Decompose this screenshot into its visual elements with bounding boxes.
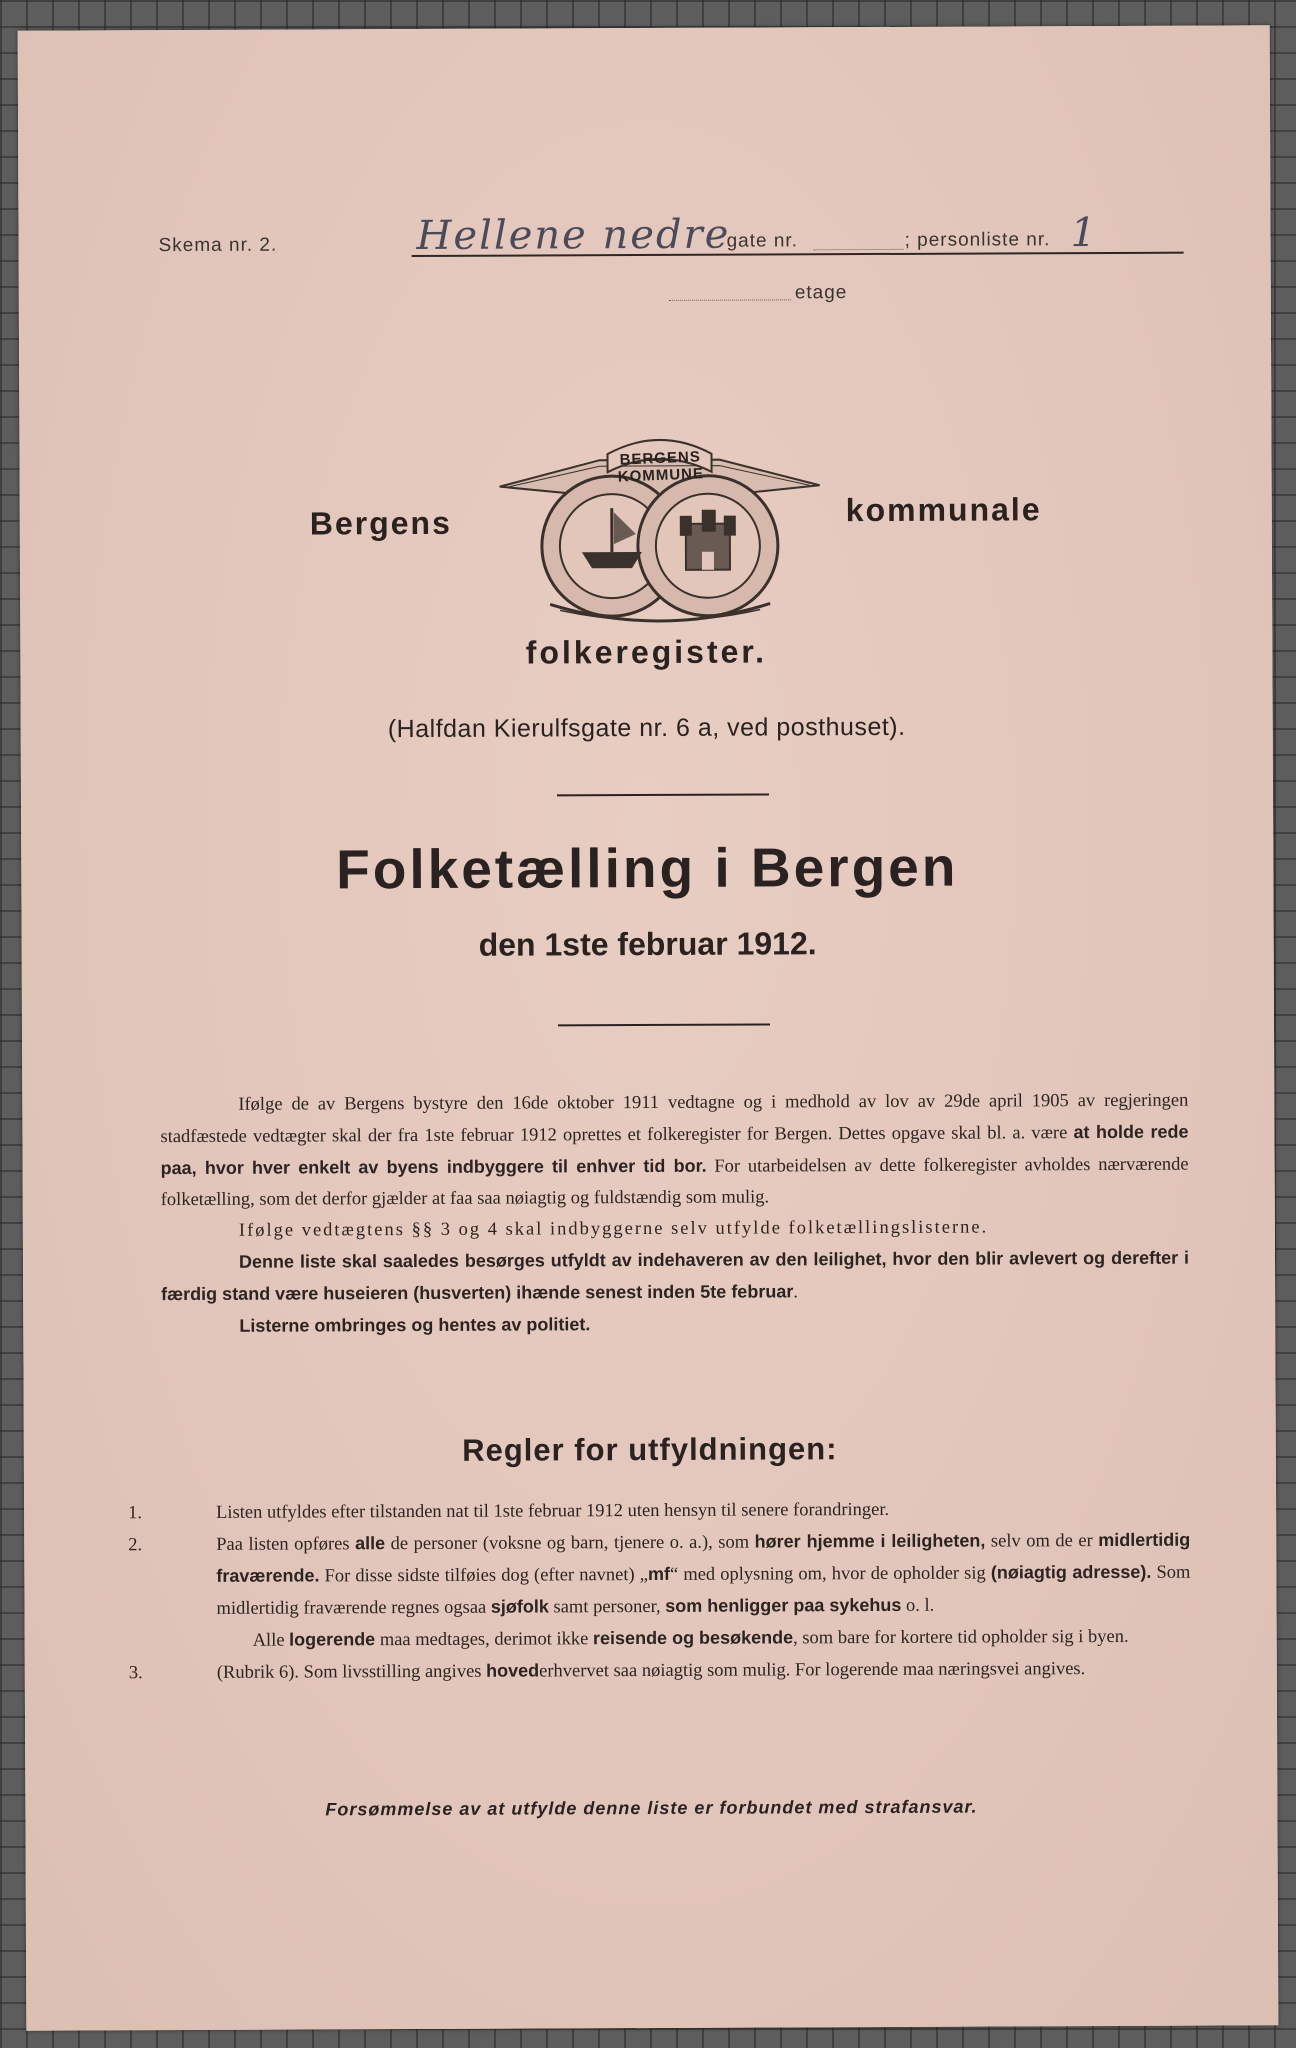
divider-rule-bottom xyxy=(558,1023,770,1026)
etage-dotted-line xyxy=(669,299,791,301)
seal-banner-text: BERGENS KOMMUNE xyxy=(617,448,705,486)
rule-item-2-continuation: Alle logerende maa medtages, derimot ikke reisende og besøkende, som bare for kortere tid opholder sig i byen. xyxy=(252,1626,1129,1651)
handwritten-street-name: Hellene nedre xyxy=(416,211,731,260)
divider-rule-top xyxy=(557,793,769,796)
bergen-municipal-seal xyxy=(489,423,830,634)
page-title: Folketælling i Bergen xyxy=(336,835,959,901)
gate-nr-label: gate nr. xyxy=(726,230,799,252)
letterhead-folkeregister: folkeregister. xyxy=(525,633,768,671)
rules-list xyxy=(128,1494,1191,1689)
penalty-warning: Forsømmelse av at utfylde denne liste er forbundet med strafansvar. xyxy=(325,1796,978,1820)
intro-paragraph-2: Ifølge vedtægtens §§ 3 og 4 skal indbyggerne selv utfylde folketællingslisterne. xyxy=(238,1217,989,1241)
handwritten-personliste-number: 1 xyxy=(1070,210,1099,257)
rule-item-1: 1. Listen utfyldes efter tilstanden nat til 1ste februar 1912 uten hensyn til senere forandringer. xyxy=(128,1499,890,1524)
letterhead-bergens: Bergens xyxy=(309,504,452,542)
intro-paragraph-1: Ifølge de av Bergens bystyre den 16de oktober 1911 vedtagne og i medhold av lov av 29de april 1905 av regjeringen stadfæstede vedtægter skal der fra 1ste februar 1912 oprettes et folkeregister for Bergen. Dettes opgave skal bl. a. være at holde rede paa, hvor hver enkelt av byens indbyggere til enhver tid bor. For utarbeidelsen av dette folkeregister avholdes nærværende folketælling, som det derfor gjælder at faa saa nøiagtig og fuldstændig som mulig. xyxy=(160,1090,1189,1211)
rule-item-3: 3. (Rubrik 6). Som livsstilling angives hovederhvervet saa nøiagtig som mulig. For logerende maa næringsvei angives. xyxy=(128,1659,1086,1684)
gate-nr-dotted-line xyxy=(814,249,904,250)
office-address: (Halfdan Kierulfsgate nr. 6 a, ved posthuset). xyxy=(387,712,906,744)
intro-section xyxy=(160,1086,1189,1343)
etage-label: etage xyxy=(794,282,848,304)
letterhead-kommunale: kommunale xyxy=(845,491,1042,529)
intro-paragraph-4: Listerne ombringes og hentes av politiet. xyxy=(239,1314,591,1336)
census-date: den 1ste februar 1912. xyxy=(478,925,817,963)
skema-number: Skema nr. 2. xyxy=(158,234,278,257)
personliste-label: ; personliste nr. xyxy=(904,229,1051,251)
intro-paragraph-3: Denne liste skal saaledes besørges utfyldt av indehaveren av den leilighet, hvor den blir avlevert og derefter i færdig stand være huseieren (husverten) ihænde senest inden 5te februar. xyxy=(161,1247,1190,1305)
census-form-page xyxy=(18,25,1279,2030)
intro-emphasis: at holde rede paa, hvor hver enkelt av byens indbyggere til enhver tid bor. xyxy=(160,1121,1189,1179)
rule-item-2: 2. Paa listen opføres alle de personer (voksne og barn, tjenere o. a.), som hører hjemme i leiligheten, selv om de er midlertidig fraværende. For disse sidste tilføies dog (efter navnet) „mf“ med oplysning om, hvor de opholder sig (nøiagtig adresse). Som midlertidig fraværende regnes ogsaa sjøfolk samt personer, som henligger paa sykehus o. l. xyxy=(128,1529,1191,1619)
rules-heading: Regler for utfyldningen: xyxy=(462,1431,838,1468)
